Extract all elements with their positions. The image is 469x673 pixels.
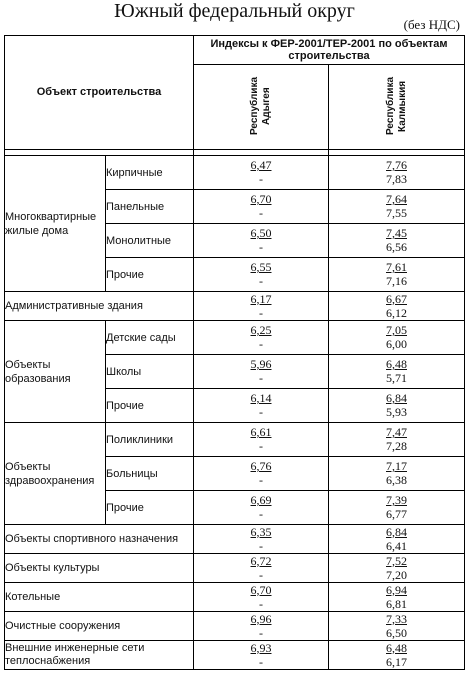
group-label: Объекты здравоохранения	[5, 423, 106, 525]
index-value: 5,96	[250, 357, 272, 371]
index-table	[4, 35, 465, 670]
index-value: 7,47	[386, 425, 407, 439]
subtype-label: Кирпичные	[106, 156, 194, 190]
index-value: 6,84	[386, 524, 407, 539]
table-row	[5, 292, 465, 321]
index-value: 6,76	[250, 459, 272, 473]
subtype-label: Панельные	[106, 190, 194, 224]
index-value: 7,05	[386, 323, 407, 337]
value-adygea	[194, 583, 329, 612]
subtype-label: Школы	[106, 355, 194, 389]
index-value: 6,17	[250, 291, 272, 306]
value-kalmykia	[329, 190, 465, 224]
index-value: 7,76	[386, 158, 407, 172]
index-value: 7,64	[386, 192, 407, 206]
page-title: Южный федеральный округ	[114, 0, 355, 22]
header-row-1	[5, 36, 465, 65]
value-kalmykia	[329, 156, 465, 190]
index-value-secondary: 7,16	[386, 274, 407, 288]
value-kalmykia	[329, 389, 465, 423]
index-value: 6,72	[250, 553, 272, 568]
index-value: 6,93	[250, 640, 272, 655]
value-kalmykia	[329, 641, 465, 670]
value-adygea	[194, 491, 329, 525]
index-value-secondary: -	[259, 538, 263, 553]
table-row	[5, 612, 465, 641]
table-row	[5, 583, 465, 612]
index-value-secondary: -	[259, 240, 263, 254]
index-value-secondary: 6,17	[386, 654, 407, 669]
subtype-label: Прочие	[106, 491, 194, 525]
value-adygea	[194, 554, 329, 583]
table-row	[5, 156, 465, 190]
index-value: 6,94	[386, 582, 407, 597]
index-value: 6,96	[250, 611, 272, 626]
object-label: Объекты культуры	[5, 554, 194, 583]
index-value: 6,61	[250, 425, 272, 439]
index-value-secondary: -	[259, 625, 263, 640]
value-kalmykia	[329, 491, 465, 525]
index-value: 7,39	[386, 493, 407, 507]
index-value: 6,70	[250, 582, 272, 597]
value-adygea	[194, 389, 329, 423]
index-value-secondary: 6,41	[386, 538, 407, 553]
subtype-label: Детские сады	[106, 321, 194, 355]
value-kalmykia	[329, 292, 465, 321]
value-kalmykia	[329, 525, 465, 554]
index-value-secondary: -	[259, 405, 263, 419]
index-value-secondary: 7,55	[386, 206, 407, 220]
object-label: Очистные сооружения	[5, 612, 194, 641]
value-adygea	[194, 258, 329, 292]
value-kalmykia	[329, 612, 465, 641]
index-value: 7,61	[386, 260, 407, 274]
index-value-secondary: -	[259, 439, 263, 453]
index-value-secondary: 7,20	[386, 567, 407, 582]
group-label: Объекты образования	[5, 321, 106, 423]
vat-note: (без НДС)	[403, 17, 460, 32]
index-value-secondary: -	[259, 596, 263, 611]
subtype-label: Прочие	[106, 389, 194, 423]
object-label: Объекты спортивного назначения	[5, 525, 194, 554]
subtype-label: Больницы	[106, 457, 194, 491]
subtype-label: Прочие	[106, 258, 194, 292]
index-value-secondary: -	[259, 337, 263, 351]
index-value-secondary: 6,56	[386, 240, 407, 254]
value-adygea	[194, 641, 329, 670]
index-value: 6,84	[386, 391, 407, 405]
index-value: 6,25	[250, 323, 272, 337]
index-value-secondary: 6,00	[386, 337, 407, 351]
index-value: 6,69	[250, 493, 272, 507]
index-value: 6,14	[250, 391, 272, 405]
index-value: 7,52	[386, 553, 407, 568]
value-adygea	[194, 224, 329, 258]
value-kalmykia	[329, 321, 465, 355]
subtype-label: Поликлиники	[106, 423, 194, 457]
index-value: 6,48	[386, 357, 407, 371]
index-value: 6,47	[250, 158, 272, 172]
index-value-secondary: 6,12	[386, 305, 407, 320]
table-row	[5, 525, 465, 554]
value-kalmykia	[329, 423, 465, 457]
index-value-secondary: -	[259, 305, 263, 320]
table-row	[5, 423, 465, 457]
value-kalmykia	[329, 583, 465, 612]
table-row	[5, 554, 465, 583]
value-kalmykia	[329, 224, 465, 258]
value-adygea	[194, 457, 329, 491]
object-header: Объект строительства	[5, 36, 194, 150]
index-value-secondary: 6,81	[386, 596, 407, 611]
object-label: Административные здания	[5, 292, 194, 321]
table-row	[5, 641, 465, 670]
index-value: 6,35	[250, 524, 272, 539]
index-value-secondary: 5,71	[386, 371, 407, 385]
index-value-secondary: 7,28	[386, 439, 407, 453]
value-kalmykia	[329, 258, 465, 292]
value-kalmykia	[329, 355, 465, 389]
value-adygea	[194, 190, 329, 224]
index-value: 6,67	[386, 291, 407, 306]
index-value-secondary: -	[259, 274, 263, 288]
value-adygea	[194, 525, 329, 554]
value-adygea	[194, 292, 329, 321]
index-value: 6,70	[250, 192, 272, 206]
index-group-header: Индексы к ФЕР-2001/ТЕР-2001 по объектам строительства	[194, 36, 465, 65]
index-value-secondary: -	[259, 371, 263, 385]
column-header-adygea: Республика Адыгея	[194, 65, 329, 150]
index-value: 6,48	[386, 640, 407, 655]
object-label: Внешние инженерные сети теплоснабжения	[5, 641, 194, 670]
index-value-secondary: -	[259, 172, 263, 186]
index-value: 6,50	[250, 226, 272, 240]
index-value: 7,45	[386, 226, 407, 240]
value-adygea	[194, 355, 329, 389]
index-value-secondary: -	[259, 473, 263, 487]
value-adygea	[194, 321, 329, 355]
index-value-secondary: -	[259, 567, 263, 582]
value-adygea	[194, 156, 329, 190]
group-label: Многоквартирные жилые дома	[5, 156, 106, 292]
value-adygea	[194, 423, 329, 457]
index-value-secondary: -	[259, 206, 263, 220]
index-value: 7,33	[386, 611, 407, 626]
table-row	[5, 321, 465, 355]
value-kalmykia	[329, 457, 465, 491]
index-value: 7,17	[386, 459, 407, 473]
value-adygea	[194, 612, 329, 641]
index-value-secondary: 6,77	[386, 507, 407, 521]
index-value-secondary: -	[259, 507, 263, 521]
index-value: 6,55	[250, 260, 272, 274]
index-value-secondary: -	[259, 654, 263, 669]
subtype-label: Монолитные	[106, 224, 194, 258]
index-value-secondary: 7,83	[386, 172, 407, 186]
index-value-secondary: 6,38	[386, 473, 407, 487]
index-value-secondary: 6,50	[386, 625, 407, 640]
column-header-kalmykia: Республика Калмыкия	[329, 65, 465, 150]
object-label: Котельные	[5, 583, 194, 612]
index-value-secondary: 5,93	[386, 405, 407, 419]
value-kalmykia	[329, 554, 465, 583]
